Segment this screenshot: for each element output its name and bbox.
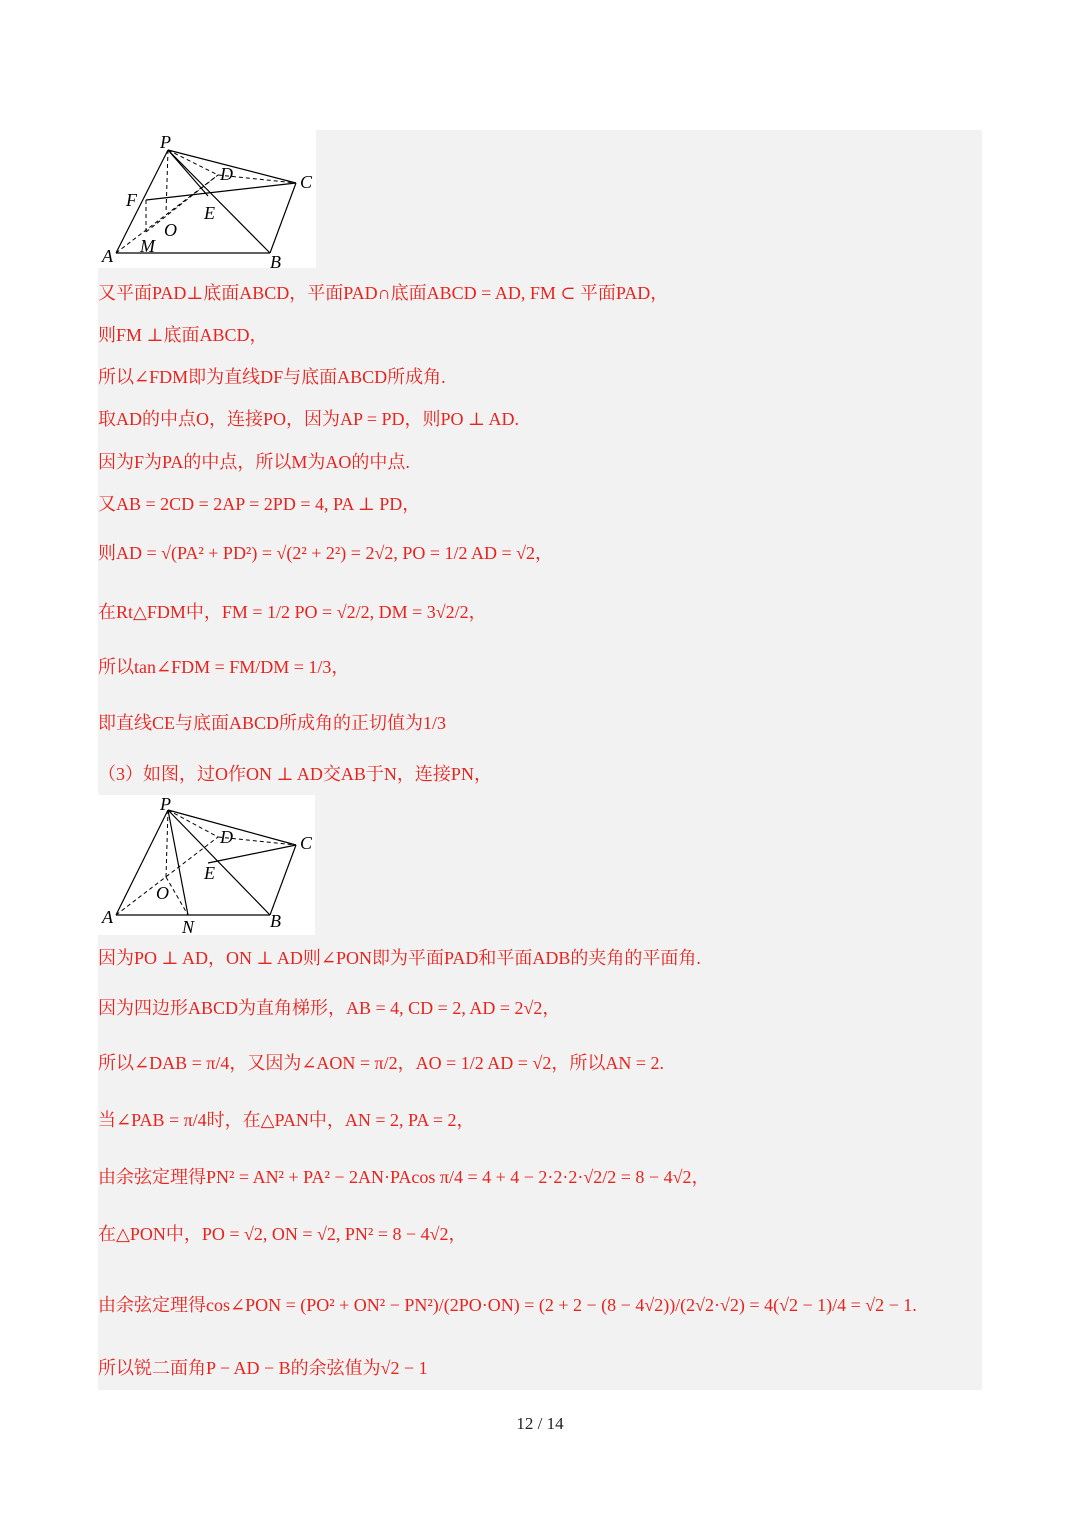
text-line-5: 因为F为PA的中点，所以M为AO的中点. bbox=[98, 452, 410, 472]
label-M: M bbox=[140, 236, 155, 256]
label-A: A bbox=[102, 246, 113, 266]
text-line-11: （3）如图，过O作ON ⊥ AD交AB于N，连接PN， bbox=[98, 764, 492, 784]
pyramid-figure-2 bbox=[98, 795, 315, 935]
label-C: C bbox=[300, 833, 313, 853]
text-line-18: 由余弦定理得cos∠PON = (PO² + ON² − PN²)/(2PO·ON) = (2 + 2 − (8 − 4√2))/(2√2·√2) = 4(√2 − 1)/4 = √2 − 1. bbox=[98, 1295, 917, 1315]
label-E: E bbox=[204, 863, 215, 883]
label-N: N bbox=[182, 917, 195, 935]
text-line-6: 又AB = 2CD = 2AP = 2PD = 4, PA ⊥ PD， bbox=[98, 494, 421, 514]
text-line-19: 所以锐二面角P − AD − B的余弦值为√2 − 1 bbox=[98, 1358, 428, 1378]
text-line-15: 当∠PAB = π/4时，在△PAN中，AN = 2, PA = 2， bbox=[98, 1110, 475, 1130]
label-B: B bbox=[270, 911, 281, 931]
label-F: F bbox=[126, 190, 137, 210]
label-O: O bbox=[164, 220, 177, 240]
text-line-13: 因为四边形ABCD为直角梯形，AB = 4, CD = 2, AD = 2√2， bbox=[98, 998, 561, 1018]
label-P: P bbox=[160, 132, 171, 152]
text-line-8: 在Rt△FDM中，FM = 1/2 PO = √2/2, DM = 3√2/2， bbox=[98, 602, 487, 622]
label-P: P bbox=[160, 795, 171, 814]
label-O: O bbox=[156, 883, 169, 903]
text-line-4: 取AD的中点O，连接PO，因为AP = PD，则PO ⊥ AD. bbox=[98, 409, 519, 429]
page-number: 12 / 14 bbox=[516, 1414, 564, 1433]
text-line-17: 在△PON中，PO = √2, ON = √2, PN² = 8 − 4√2， bbox=[98, 1224, 467, 1244]
label-C: C bbox=[300, 172, 313, 192]
text-line-2: 则FM ⊥底面ABCD， bbox=[98, 325, 268, 345]
text-line-16: 由余弦定理得PN² = AN² + PA² − 2AN·PAcos π/4 = 4 + 4 − 2·2·2·√2/2 = 8 − 4√2， bbox=[98, 1167, 710, 1187]
text-line-10: 即直线CE与底面ABCD所成角的正切值为1/3 bbox=[98, 713, 447, 733]
label-E: E bbox=[204, 203, 215, 223]
text-line-12: 因为PO ⊥ AD，ON ⊥ AD则∠PON即为平面PAD和平面ADB的夹角的平面角. bbox=[98, 948, 701, 968]
text-line-14: 所以∠DAB = π/4，又因为∠AON = π/2，AO = 1/2 AD = √2，所以AN = 2. bbox=[98, 1053, 664, 1073]
text-line-9: 所以tan∠FDM = FM/DM = 1/3， bbox=[98, 657, 350, 677]
text-line-7: 则AD = √(PA² + PD²) = √(2² + 2²) = 2√2, PO = 1/2 AD = √2， bbox=[98, 543, 554, 563]
text-line-3: 所以∠FDM即为直线DF与底面ABCD所成角. bbox=[98, 367, 446, 387]
label-A: A bbox=[102, 907, 113, 927]
label-D: D bbox=[220, 164, 233, 184]
solution-panel bbox=[98, 130, 982, 1390]
label-B: B bbox=[270, 252, 281, 268]
text-line-1: 又平面PAD⊥底面ABCD，平面PAD∩底面ABCD = AD, FM ⊂ 平面PAD， bbox=[98, 283, 669, 303]
pyramid-figure-1 bbox=[98, 130, 316, 268]
label-D: D bbox=[220, 827, 233, 847]
